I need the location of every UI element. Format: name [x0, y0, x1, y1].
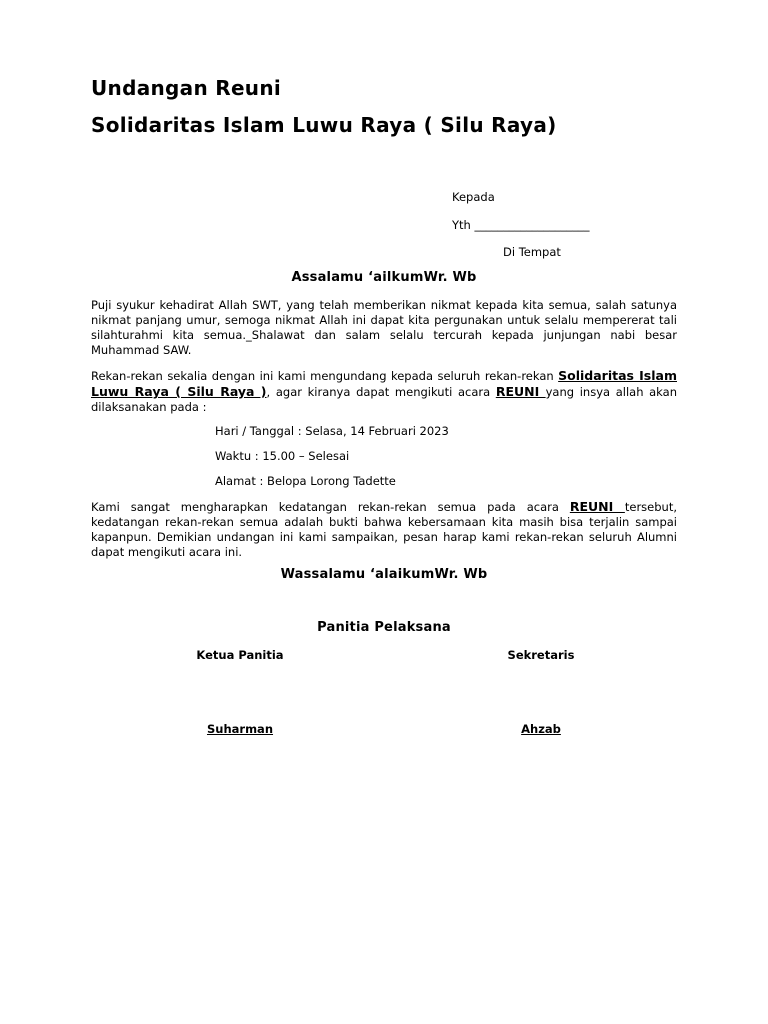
secretary-name: Ahzab — [521, 722, 561, 736]
committee-heading: Panitia Pelaksana — [317, 620, 451, 635]
paragraph-opening: Puji syukur kehadirat Allah SWT, yang telah memberikan nikmat kepada kita semua, salah satunya nikmat panjang umur, semoga nikmat Allah ini dapat kita pergunakan untuk selalu mempererat tali silahturahmi kita semua._Shalawat dan salam selalu tercurah kepada junjungan nabi besar Muhammad SAW. — [91, 298, 677, 357]
document-subtitle: Solidaritas Islam Luwu Raya ( Silu Raya) — [91, 113, 557, 137]
document-title: Undangan Reuni — [91, 76, 282, 100]
event-name: REUNI — [495, 384, 546, 399]
invitation-text-3: yang insya allah akan dilaksanakan pada : — [91, 385, 677, 414]
opening-greeting: Assalamu ‘ailkumWr. Wb — [291, 270, 477, 285]
event-name-closing: REUNI — [569, 499, 625, 514]
recipient-kepada: Kepada — [452, 190, 495, 204]
detail-address: Alamat : Belopa Lorong Tadette — [215, 474, 396, 488]
chairman-label: Ketua Panitia — [196, 648, 284, 662]
closing-greeting: Wassalamu ‘alaikumWr. Wb — [280, 567, 488, 582]
secretary-label: Sekretaris — [507, 648, 575, 662]
invitation-text-1: Rekan-rekan sekalia dengan ini kami mengundang kepada seluruh rekan-rekan — [91, 369, 559, 383]
recipient-di-tempat: Di Tempat — [503, 245, 561, 259]
chairman-name: Suharman — [206, 722, 274, 736]
invitation-text-2: , agar kiranya dapat mengikuti acara — [266, 385, 496, 399]
closing-text-1: Kami sangat mengharapkan kedatangan rekan-rekan semua pada acara — [91, 500, 570, 514]
detail-date: Hari / Tanggal : Selasa, 14 Februari 2023 — [215, 424, 449, 438]
closing-text-2: tersebut, kedatangan rekan-rekan semua adalah bukti bahwa kebersamaan kita masih bisa terjalin sampai kapanpun. Demikian undangan ini kami sampaikan, pesan harap kami rekan-rekan seluruh Alumni dapat mengikuti acara ini. — [91, 500, 678, 559]
detail-time: Waktu : 15.00 – Selesai — [215, 449, 350, 463]
paragraph-invitation — [91, 368, 677, 415]
paragraph-closing — [91, 499, 677, 560]
recipient-yth: Yth ____________________ — [452, 218, 590, 232]
organization-name: Solidaritas Islam Luwu Raya ( Silu Raya ) — [91, 368, 677, 399]
